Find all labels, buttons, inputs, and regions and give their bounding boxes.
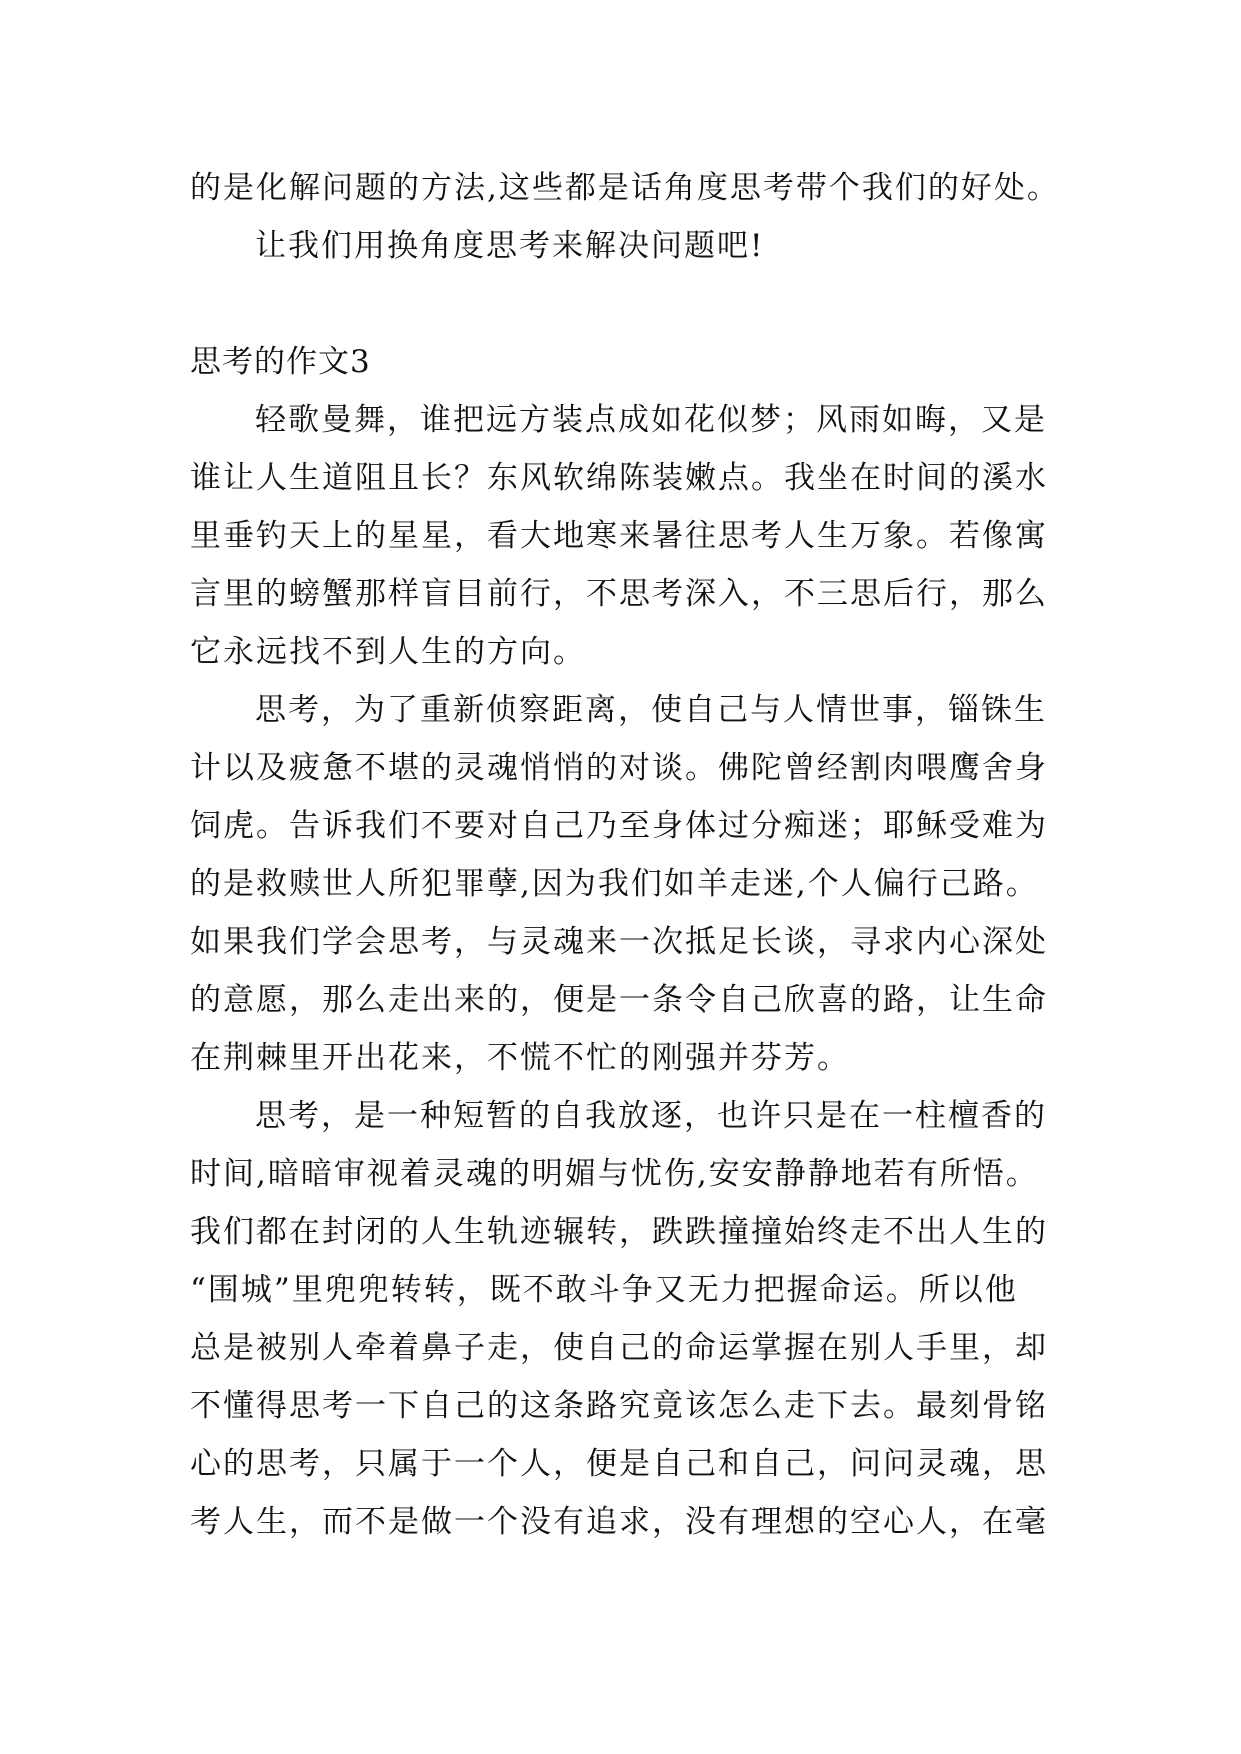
paragraph-2-line-2: 计以及疲惫不堪的灵魂悄悄的对谈。佛陀曾经割肉喂鹰舍身 bbox=[190, 750, 1048, 786]
carryover-line-2: 让我们用换角度思考来解决问题吧! bbox=[255, 228, 765, 264]
paragraph-3-line-6: 不懂得思考一下自己的这条路究竟该怎么走下去。最刻骨铭 bbox=[190, 1388, 1048, 1424]
paragraph-3-line-2: 时间,暗暗审视着灵魂的明媚与忧伤,安安静静地若有所悟。 bbox=[190, 1156, 1039, 1192]
paragraph-3-line-5: 总是被别人牵着鼻子走，使自己的命运掌握在别人手里，却 bbox=[190, 1330, 1048, 1366]
paragraph-3-line-4: “围城”里兜兜转转，既不敢斗争又无力把握命运。所以他 bbox=[190, 1272, 1018, 1308]
section-heading: 思考的作文3 bbox=[190, 344, 371, 380]
carryover-line-1: 的是化解问题的方法,这些都是话角度思考带个我们的好处。 bbox=[190, 170, 1060, 206]
paragraph-2-line-1: 思考，为了重新侦察距离，使自己与人情世事，锱铢生 bbox=[255, 692, 1047, 728]
paragraph-3-line-1: 思考，是一种短暂的自我放逐，也许只是在一柱檀香的 bbox=[255, 1098, 1047, 1134]
paragraph-3-line-3: 我们都在封闭的人生轨迹辗转，跌跌撞撞始终走不出人生的 bbox=[190, 1214, 1048, 1250]
paragraph-1-line-3: 里垂钓天上的星星，看大地寒来暑往思考人生万象。若像寓 bbox=[190, 518, 1048, 554]
paragraph-2-line-6: 的意愿，那么走出来的，便是一条令自己欣喜的路，让生命 bbox=[190, 982, 1048, 1018]
paragraph-3-line-8: 考人生，而不是做一个没有追求，没有理想的空心人，在毫 bbox=[190, 1504, 1048, 1540]
paragraph-1-line-2: 谁让人生道阻且长？东风软绵陈装嫩点。我坐在时间的溪水 bbox=[190, 460, 1048, 496]
paragraph-2-line-4: 的是救赎世人所犯罪孽,因为我们如羊走迷,个人偏行己路。 bbox=[190, 866, 1039, 902]
paragraph-3-line-7: 心的思考，只属于一个人，便是自己和自己，问问灵魂，思 bbox=[190, 1446, 1048, 1482]
paragraph-1-line-1: 轻歌曼舞，谁把远方装点成如花似梦；风雨如晦，又是 bbox=[255, 402, 1047, 438]
paragraph-1-line-5: 它永远找不到人生的方向。 bbox=[190, 634, 586, 670]
paragraph-2-line-3: 饲虎。告诉我们不要对自己乃至身体过分痴迷；耶稣受难为 bbox=[190, 808, 1048, 844]
paragraph-1-line-4: 言里的螃蟹那样盲目前行，不思考深入，不三思后行，那么 bbox=[190, 576, 1048, 612]
paragraph-2-line-7: 在荆棘里开出花来，不慌不忙的刚强并芬芳。 bbox=[190, 1040, 850, 1076]
paragraph-2-line-5: 如果我们学会思考，与灵魂来一次抵足长谈，寻求内心深处 bbox=[190, 924, 1048, 960]
